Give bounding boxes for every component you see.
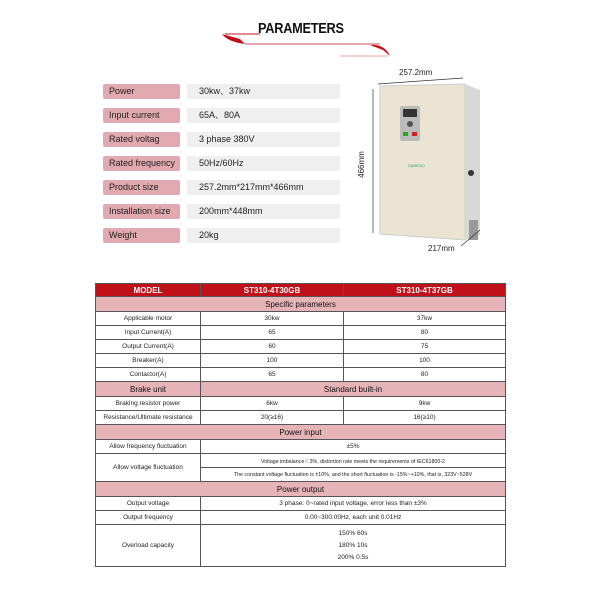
row-value (201, 525, 506, 567)
spec-value: 65A、80A (187, 108, 340, 123)
row-value: Voltage imbalance＜3%, distortion rate meets the requirements of IEC61800-2 (201, 454, 506, 468)
spec-value: 50Hz/60Hz (187, 156, 340, 171)
row-label: Breaker(A) (96, 354, 201, 368)
row-label: Allow voltage fluctuation (96, 454, 201, 482)
spec-label: Rated voltag (103, 132, 180, 147)
row-label: Resistance/Ultimate resistance (96, 411, 201, 425)
row-value: 75 (344, 340, 506, 354)
table-row (96, 440, 506, 454)
table-row (96, 525, 506, 567)
overload-value: 200% 0.5s (337, 553, 369, 561)
spec-value: 3 phase 380V (187, 132, 340, 147)
height-dimension: 466mm (356, 151, 366, 178)
row-value: 9kw (344, 397, 506, 411)
row-value: 37kw (344, 312, 506, 326)
row-value: 20(≥16) (201, 411, 344, 425)
header-model-2: ST310-4T37GB (344, 284, 506, 297)
row-value: 0.00~300.00Hz, each unit 0.01Hz (201, 511, 506, 525)
spec-value: 20kg (187, 228, 340, 243)
row-value: 6kw (201, 397, 344, 411)
row-label: Input Current(A) (96, 326, 201, 340)
row-value: 16(≥10) (344, 411, 506, 425)
row-value: 80 (344, 326, 506, 340)
page-title: PARAMETERS (258, 20, 344, 37)
table-row (96, 397, 506, 411)
row-label: Contactor(A) (96, 368, 201, 382)
row-value: 80 (344, 368, 506, 382)
table-row (96, 326, 506, 340)
spec-value: 30kw、37kw (187, 84, 340, 99)
row-value: 30kw (201, 312, 344, 326)
row-label: Output voltage (96, 497, 201, 511)
brake-unit-value: Standard built-in (201, 382, 506, 397)
spec-label: Weight (103, 228, 180, 243)
row-label: Allow frequency fluctuation (96, 440, 201, 454)
row-value: 65 (201, 368, 344, 382)
section-power-output: Power output (96, 482, 506, 497)
table-row (96, 511, 506, 525)
table-row (96, 368, 506, 382)
row-label: Output Current(A) (96, 340, 201, 354)
brake-unit-label: Brake unit (96, 382, 201, 397)
spec-label: Rated frequency (103, 156, 180, 171)
overload-value: 180% 10s (338, 541, 368, 549)
product-brand: SABEDO (408, 163, 425, 168)
row-value: 60 (201, 340, 344, 354)
table-header-row (96, 284, 506, 297)
table-row (96, 340, 506, 354)
section-power-input: Power input (96, 425, 506, 440)
product-image (368, 70, 498, 255)
row-value: 3 phase: 0~rated input voltage, error less than ±3% (201, 497, 506, 511)
spec-label: Power (103, 84, 180, 99)
table-row (96, 454, 506, 468)
row-value: The constant voltage fluctuation is ±10%, and the short fluctuation is -15%~+10%, that is, 323V~528V (201, 468, 506, 482)
row-label: Braking resistor power (96, 397, 201, 411)
table-row (96, 411, 506, 425)
section-specific-parameters: Specific parameters (96, 297, 506, 312)
row-value: ±5% (201, 440, 506, 454)
row-label: Applicable motor (96, 312, 201, 326)
parameters-table (95, 283, 506, 567)
spec-value: 257.2mm*217mm*466mm (187, 180, 340, 195)
row-value: 100 (201, 354, 344, 368)
spec-label: Product size (103, 180, 180, 195)
depth-dimension: 217mm (428, 244, 455, 253)
row-label: Overload capacity (96, 525, 201, 567)
spec-label: Input current (103, 108, 180, 123)
table-row (96, 497, 506, 511)
table-row (96, 354, 506, 368)
spec-label: Installation size (103, 204, 180, 219)
row-value: 100 (344, 354, 506, 368)
table-row (96, 312, 506, 326)
spec-value: 200mm*448mm (187, 204, 340, 219)
header-model: MODEL (96, 284, 201, 297)
header-model-1: ST310-4T30GB (201, 284, 344, 297)
overload-value: 150% 60s (338, 529, 368, 537)
width-dimension: 257.2mm (399, 68, 433, 77)
row-value: 65 (201, 326, 344, 340)
row-label: Output frequency (96, 511, 201, 525)
